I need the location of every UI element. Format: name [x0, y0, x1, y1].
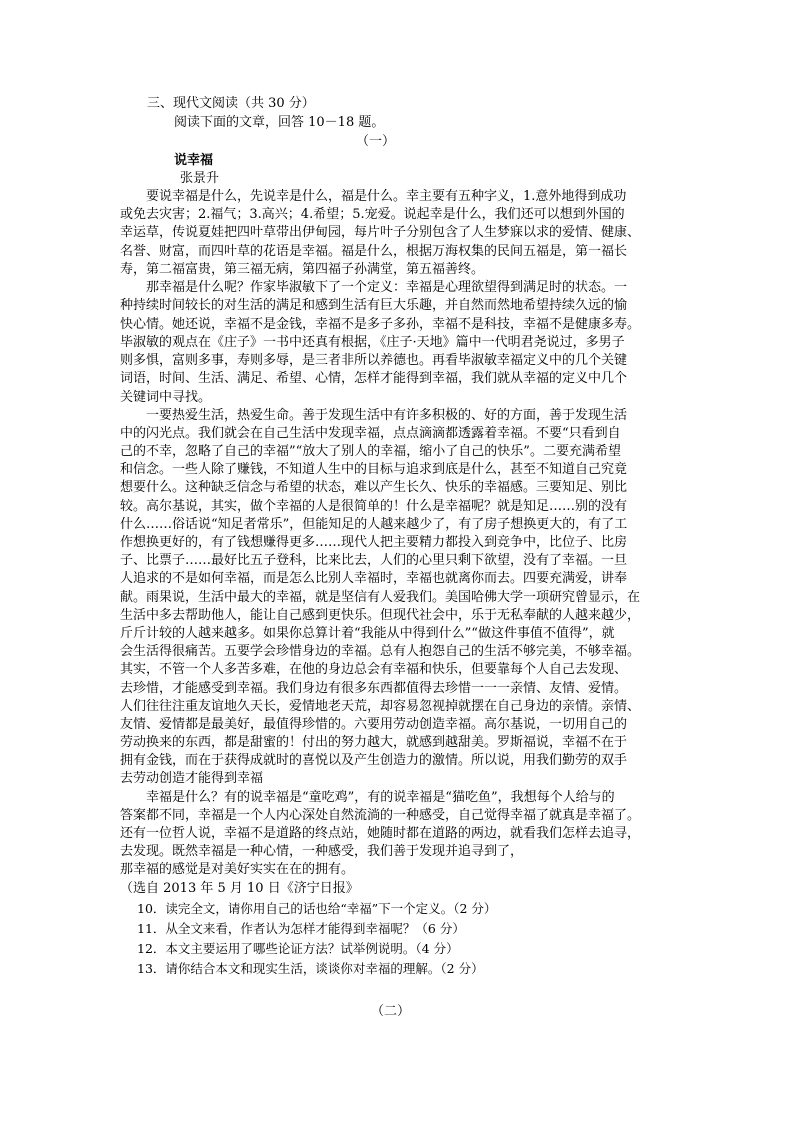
- article-line: 己的不幸，忽略了自己的幸福”“放大了别人的幸福，缩小了自己的快乐”。二要充满希望: [120, 444, 621, 459]
- article-line: 那幸福是什么呢？作家毕淑敏下了一个定义：幸福是心理欲望得到满足时的状态。一: [146, 280, 628, 295]
- article-line: 生活中多去帮助他人，能让自己感到更快乐。但现代社会中，乐于无私奉献的人越来越少，: [120, 608, 641, 623]
- question-13: 13．请你结合本文和现实生活，谈谈你对幸福的理解。（2 分）: [137, 961, 484, 976]
- article-line: 关键词中寻找。: [120, 390, 212, 405]
- article-line: 较。高尔基说，其实，做个幸福的人是很简单的！什么是幸福呢？就是知足……别的没有: [120, 499, 628, 514]
- article-line: 和信念。一些人除了赚钱，不知道人生中的目标与追求到底是什么，甚至不知道自己究竟: [120, 462, 628, 477]
- article-line: 快心情。她还说，幸福不是金钱，幸福不是多子多孙，幸福不是科技，幸福不是健康多寿。: [120, 317, 641, 332]
- article-line: 幸运草，传说夏娃把四叶草带出伊甸园，每片叶子分别包含了人生梦寐以求的爱情、健康、: [120, 225, 641, 240]
- article-line: 或免去灾害；2.福气；3.高兴；4.希望；5.宠爱。说起幸是什么，我们还可以想到外国的: [120, 207, 625, 222]
- article-line: 去珍惜，才能感受到幸福。我们身边有很多东西都值得去珍惜一一一亲情、友情、爱情。: [120, 681, 628, 696]
- article-line: 斤斤计较的人越来越多。如果你总算计着“我能从中得到什么”“做这件事值不值得”，就: [120, 626, 615, 641]
- article-title: 说幸福: [174, 153, 214, 168]
- article-line: 则多惧，富则多事，寿则多辱，是三者非所以养德也。再看毕淑敏幸福定义中的几个关键: [120, 353, 628, 368]
- part-two-mark: （二）: [371, 1004, 411, 1019]
- part-one-mark: （一）: [356, 134, 396, 149]
- article-line: 寿，第二福富贵，第三福无病，第四福子孙满堂，第五福善终。: [120, 262, 485, 277]
- article-line: 种持续时间较长的对生活的满足和感到生活有巨大乐趣，并自然而然地希望持续久远的愉: [120, 298, 628, 313]
- question-11: 11．从全文来看，作者认为怎样才能得到幸福呢？（6 分）: [137, 921, 465, 936]
- article-line: 会生活得很痛苦。五要学会珍惜身边的幸福。总有人抱怨自己的生活不够完美，不够幸福。: [120, 644, 641, 659]
- article-line: 毕淑敏的观点在《庄子》一书中还真有根据，《庄子·天地》篇中一代明君尧说过，多男子: [120, 335, 625, 350]
- article-author: 张景升: [180, 171, 220, 186]
- section-instruction: 阅读下面的文章，回答 10－18 题。: [174, 115, 385, 130]
- section-header: 三、现代文阅读（共 30 分）: [147, 96, 315, 111]
- article-line: 名誉、财富，而四叶草的花语是幸福。福是什么，根据万海权集的民间五福是，第一福长: [120, 244, 628, 259]
- article-line: 去劳动创造才能得到幸福: [120, 771, 264, 786]
- article-line: 还有一位哲人说，幸福不是道路的终点站，她随时都在道路的两边，就看我们怎样去追寻，: [120, 826, 641, 841]
- article-line: 子、比票子……最好比五子登科，比来比去，人们的心里只剩下欲望，没有了幸福。一旦: [120, 553, 628, 568]
- article-line: 词语，时间、生活、满足、希望、心情，怎样才能得到幸福，我们就从幸福的定义中几个: [120, 371, 628, 386]
- article-line: 一要热爱生活，热爱生命。善于发现生活中有许多积极的、好的方面，善于发现生活: [146, 408, 628, 423]
- article-line: 想要什么。这种缺乏信念与希望的状态，难以产生长久、快乐的幸福感。三要知足、别比: [120, 480, 628, 495]
- article-line: 拥有金钱，而在于获得成就时的喜悦以及产生创造力的激情。所以说，用我们勤劳的双手: [120, 753, 628, 768]
- article-line: 中的闪光点。我们就会在自己生活中发现幸福，点点滴滴都透露着幸福。不要“只看到自: [120, 426, 621, 441]
- article-line: 作想换更好的，有了钱想赚得更多……现代人把主要精力都投入到竞争中，比位子、比房: [120, 535, 628, 550]
- article-line: 劳动换来的东西，都是甜蜜的！付出的努力越大，就感到越甜美。罗斯福说，幸福不在于: [120, 735, 628, 750]
- question-10: 10．读完全文，请你用自己的话也给“幸福”下一个定义。（2 分）: [137, 901, 497, 916]
- article-line: 答案都不同，幸福是一个人内心深处自然流淌的一种感受，自己觉得幸福了就真是幸福了。: [120, 808, 641, 823]
- article-line: 其实，不管一个人多苦多难，在他的身边总会有幸福和快乐，但要靠每个人自己去发现、: [120, 662, 628, 677]
- article-line: 幸福是什么？有的说幸福是“童吃鸡”，有的说幸福是“猫吃鱼”，我想每个人给与的: [146, 790, 615, 805]
- question-12: 12．本文主要运用了哪些论证方法？试举例说明。（4 分）: [137, 941, 459, 956]
- article-line: 人追求的不是如何幸福，而是怎么比别人幸福时，幸福也就离你而去。四要充满爱，讲奉: [120, 571, 628, 586]
- article-line: 要说幸福是什么，先说幸是什么，福是什么。幸主要有五种字义，1.意外地得到成功: [146, 189, 627, 204]
- article-line: 去发现。既然幸福是一种心情，一种感受，我们善于发现并追寻到了，: [120, 844, 524, 859]
- article-line: 人们往往注重友谊地久天长，爱情地老天荒，却容易忽视掉就摆在自己身边的亲情。亲情、: [120, 699, 641, 714]
- article-source: （选自 2013 年 5 月 10 日《济宁日报》: [120, 881, 359, 896]
- article-line: 献。雨果说，生活中最大的幸福，就是坚信有人爱我们。美国哈佛大学一项研究曾显示，在: [120, 590, 641, 605]
- article-line: 友情、爱情都是最美好，最值得珍惜的。六要用劳动创造幸福。高尔基说，一切用自己的: [120, 717, 628, 732]
- article-line: 那幸福的感觉是对美好实实在在的拥有。: [120, 862, 355, 877]
- article-line: 什么……俗话说“知足者常乐”，但能知足的人越来越少了，有了房子想换更大的，有了工: [120, 517, 628, 532]
